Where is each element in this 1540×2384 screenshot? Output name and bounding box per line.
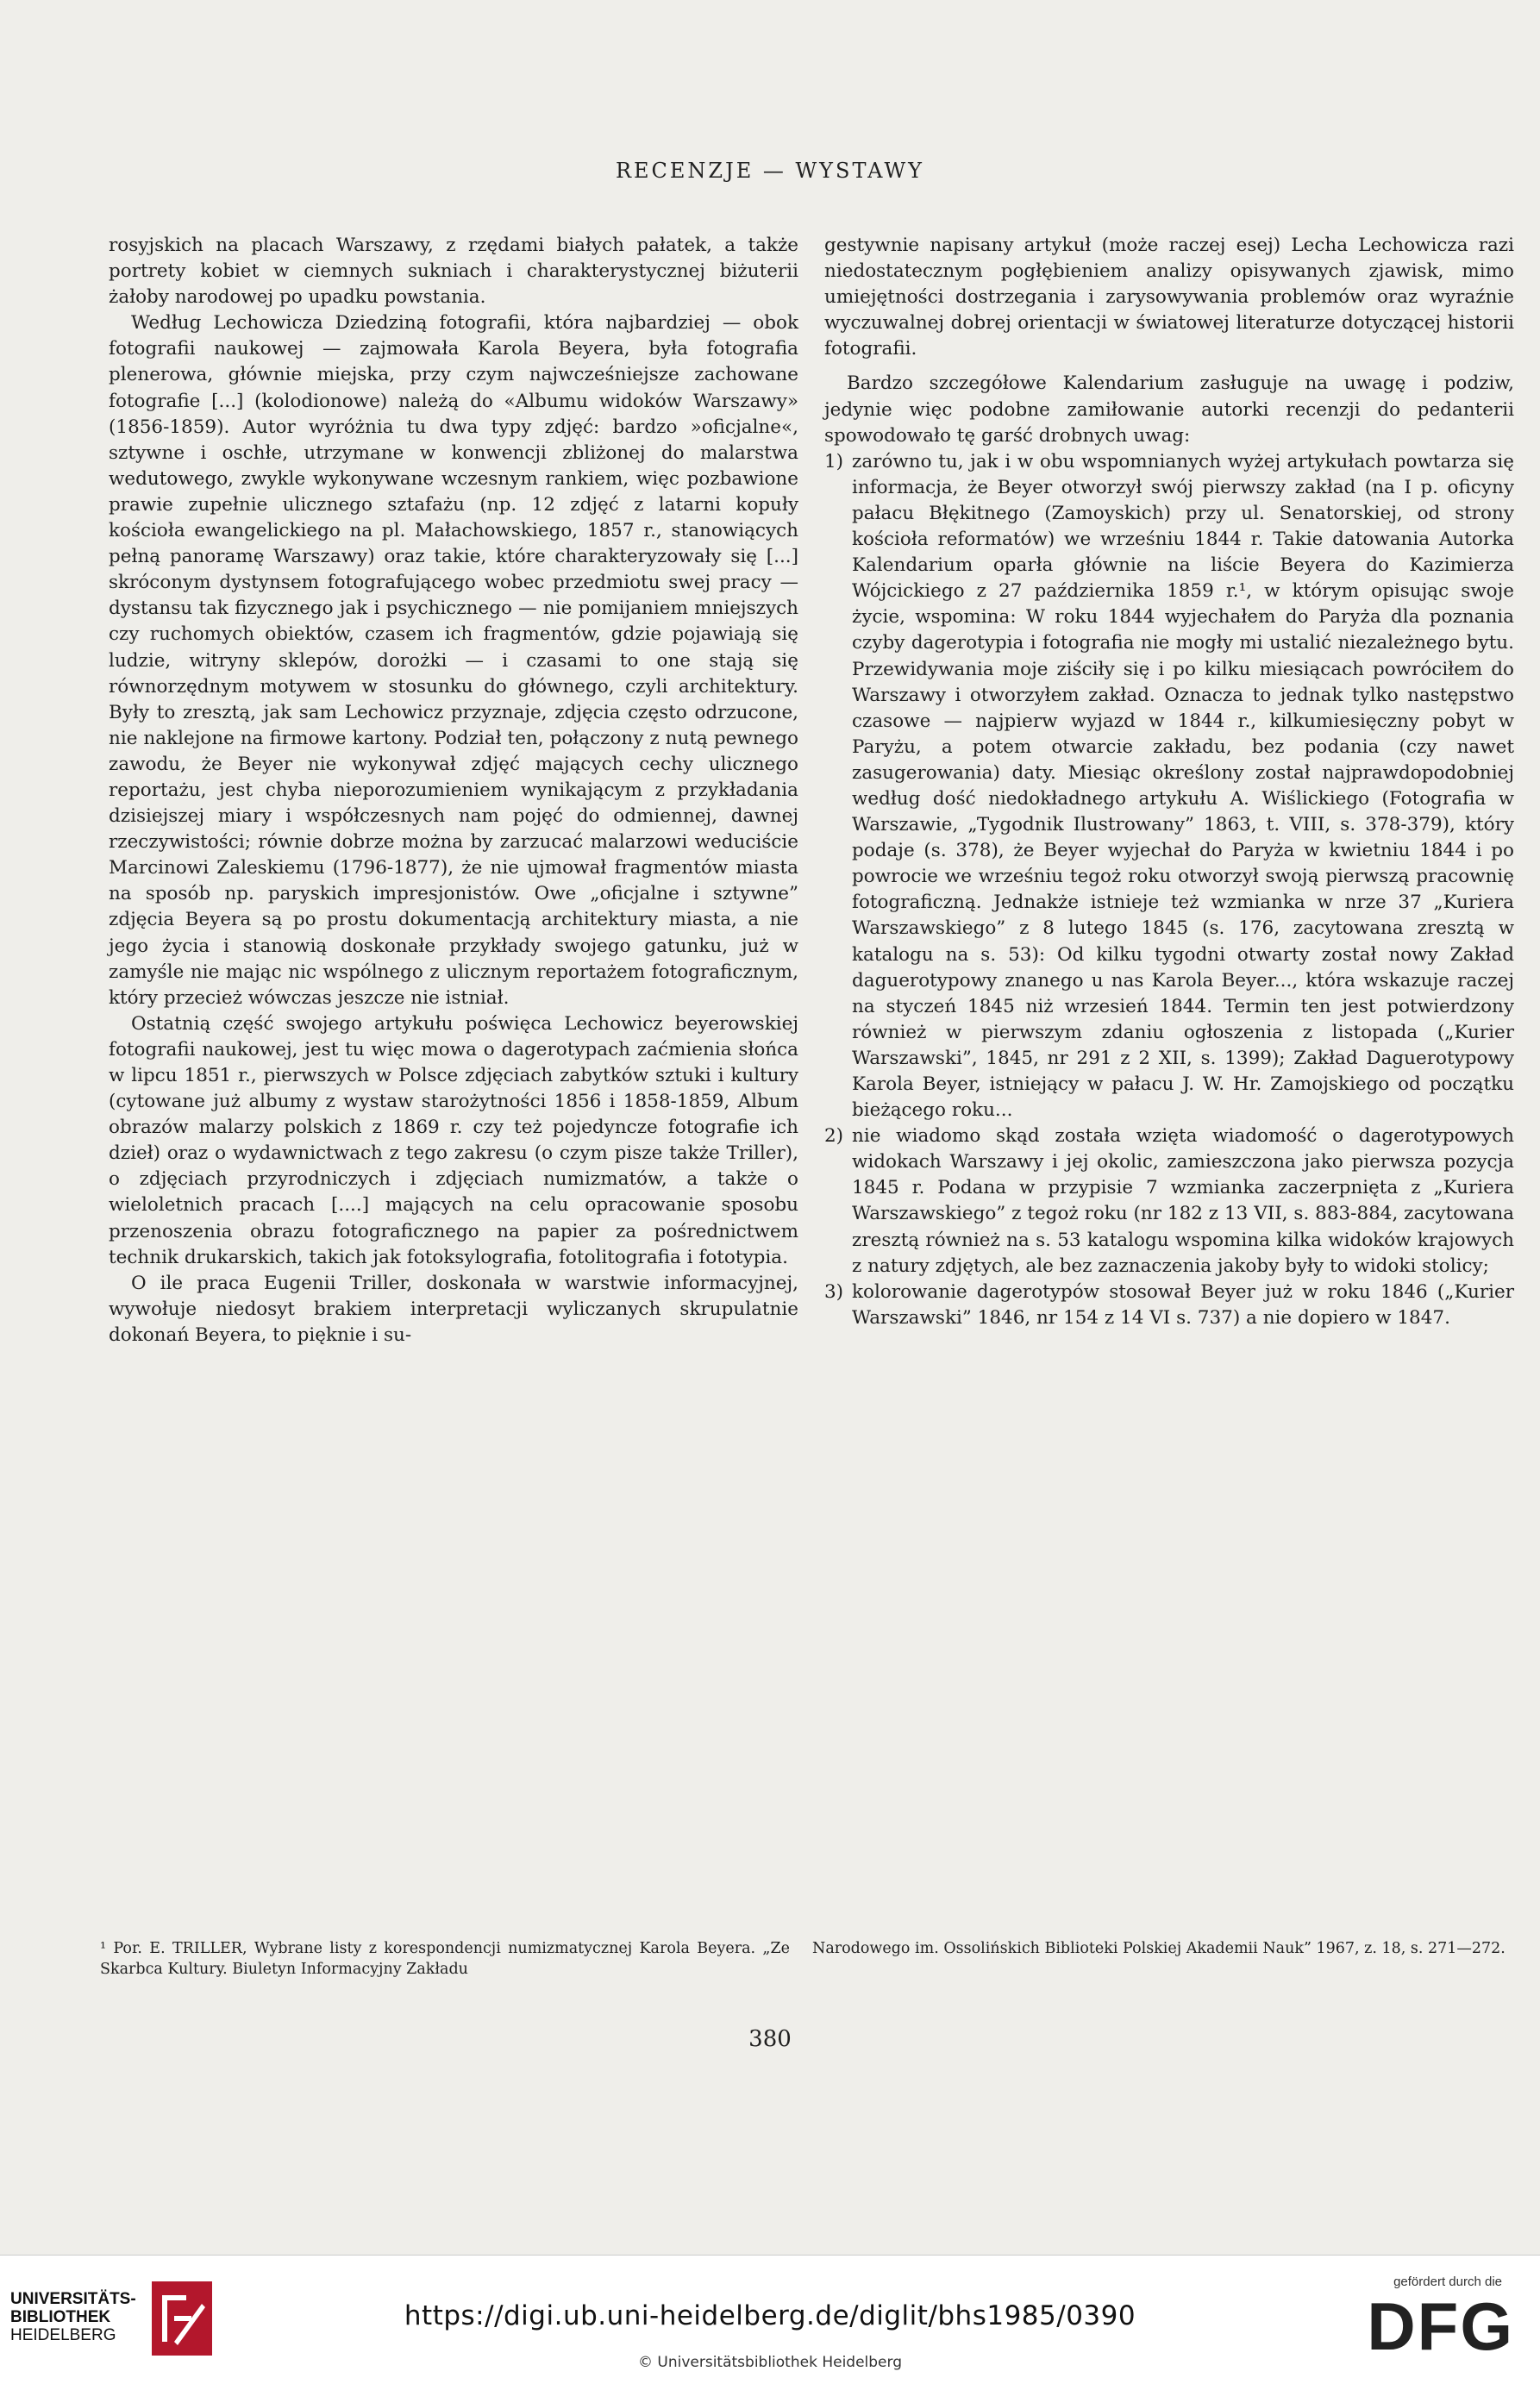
running-header: RECENZJE — WYSTAWY	[615, 159, 925, 183]
paragraph: Bardzo szczegółowe Kalendarium zasługuje na uwagę i podziw, jedynie więc podobne zamiłowanie autorki recenzji do pedanterii spowodowało tę garść drobnych uwag:	[824, 372, 1514, 447]
footnote-left: ¹ Por. E. TRILLER, Wybrane listy z korespondencji numizmatycznej Karola Beyera. „Ze Skarbca Kultury. Biuletyn Informacyjny Zakładu	[100, 1940, 790, 1978]
library-name-line1: UNIVERSITÄTS-	[10, 2290, 136, 2308]
paragraph: O ile praca Eugenii Triller, doskonała w warstwie informacyjnej, wywołuje niedosyt brakiem interpretacji wyliczanych skrupulatnie dokonań Beyera, to pięknie i su-	[109, 1272, 798, 1346]
footnote-right: Narodowego im. Ossolińskich Biblioteki Polskiej Akademii Nauk” 1967, z. 18, s. 271—272.	[812, 1940, 1506, 1957]
copyright-notice: © Universitätsbibliothek Heidelberg	[637, 2354, 902, 2371]
page-number: 380	[748, 2026, 792, 2052]
paragraph: Według Lechowicza Dziedziną fotografii, która najbardziej — obok fotografii naukowej — zajmowała Karola Beyera, była fotografia plenerowa, głównie miejska, przy czym najwcześniejsze zachowane fotografie [...] (kolodionowe) należą do «Albumu widoków Warszawy» (1856-1859). Autor wyróżnia tu dwa typy zdjęć: bardzo »oficjalne«, sztywne i oschłe, utrzymane w konwencji zbliżonej do malarstwa wedutowego, zwykle wykonywane wczesnym rankiem, więc pozbawione prawie zupełnie ulicznego sztafażu (np. 12 zdjęć z latarni kopuły kościoła ewangelickiego na pl. Małachowskiego, 1857 r., stanowiących pełną panoramę Warszawy) oraz takie, które charakteryzowały się [...] skróconym dystynsem fotografującego wobec przedmiotu swej pracy — dystansu tak fizycznego jak i psychicznego — nie pomijaniem mniejszych czy ruchomych obiektów, czasem ich fragmentów, gdzie pojawiają się ludzie, witryny sklepów, dorożki — i czasami to one stają się równorzędnym motywem w stosunku do głównego, czyli architektury. Były to zresztą, jak sam Lechowicz przyznaje, zdjęcia często odrzucone, nie naklejone na firmowe kartony. Podział ten, połączony z nutą pewnego zawodu, że Beyer nie wykonywał zdjęć mających cechy ulicznego reportażu, jest chyba nieporozumieniem wynikającym z przykładania dzisiejszej miary i współczesnych nam pojęć do odmiennej, dawnej rzeczywistości; równie dobrze można by zarzucać malarzowi weduciście Marcinowi Zaleskiemu (1796-1877), że nie ujmował fragmentów miasta na sposób np. paryskich impresjonistów. Owe „oficjalne i sztywne” zdjęcia Beyera są po prostu dokumentacją architektury miasta, a nie jego życia i stanowią doskonałe przykłady swojego gatunku, już w zamyśle nie mając nic wspólnego z ulicznym reportażem fotograficznym, który przecież wówczas jeszcze nie istniał.	[109, 312, 798, 1009]
viewer-footer	[0, 2255, 1540, 2384]
list-item	[824, 449, 1514, 1123]
list-item	[824, 1123, 1514, 1280]
left-column	[109, 233, 798, 1836]
list-item	[824, 1280, 1514, 1331]
list-item-text: kolorowanie dagerotypów stosował Beyer już w roku 1846 („Kurier Warszawski” 1846, nr 154 z 14 VI s. 737) a nie dopiero w 1847.	[852, 1280, 1514, 1329]
dfg-logo[interactable]: DFG	[1367, 2288, 1514, 2364]
right-column	[824, 233, 1514, 1836]
remarks-list	[824, 449, 1514, 1331]
paragraph: Ostatnią część swojego artykułu poświęca Lechowicz beyerowskiej fotografii naukowej, jest tu więc mowa o dagerotypach zaćmienia słońca w lipcu 1851 r., pierwszych w Polsce zdjęciach zabytków sztuki i kultury (cytowane już albumy z wystaw starożytności 1856 i 1858-1859, Album obrazów malarzy polskich z 1869 r. czy też pojedyncze fotografie ich dzieł) oraz o wydawnictwach z tego zakresu (o czym pisze także Triller), o zdjęciach przyrodniczych i zdjęciach numizmatów, a także o wieloletnich pracach [....] mających na celu opracowanie sposobu przenoszenia obrazu fotograficznego na papier za pośrednictwem technik drukarskich, takich jak fotoksylografia, fotolitografia i fototypia.	[109, 1012, 798, 1268]
list-item-number: 3)	[824, 1280, 844, 1303]
paragraph: rosyjskich na placach Warszawy, z rzędami białych pałatek, a także portrety kobiet w ciemnych sukniach i charakterystycznej biżuterii żałoby narodowej po upadku powstania.	[109, 235, 798, 309]
paragraph: gestywnie napisany artykuł (może raczej esej) Lecha Lechowicza razi niedostatecznym pogłębieniem analizy opisywanych zjawisk, mimo umiejętności dostrzegania i zarysowywania problemów oraz wyraźnie wyczuwalnej dobrej orientacji w światowej literaturze dotyczącej historii fotografii.	[824, 235, 1514, 360]
list-item-number: 2)	[824, 1125, 844, 1148]
sponsor-caption: gefördert durch die	[1393, 2274, 1502, 2289]
page-url-link[interactable]: https://digi.ub.uni-heidelberg.de/diglit/bhs1985/0390	[404, 2300, 1136, 2331]
list-item-number: 1)	[824, 450, 844, 472]
list-item-text: nie wiadomo skąd została wzięta wiadomość o dagerotypowych widokach Warszawy i jej okolic, zamieszczona jako pierwsza pozycja 1845 r. Podana w przypisie 7 wzmianka zaczerpnięta z „Kuriera Warszawskiego” z tegoż roku (nr 182 z 13 VII, s. 883-884, zacytowana zresztą również na s. 53 katalogu wspomina kilka widoków krajowych z natury zdjętych, ale bez zaznaczenia jakoby były to widoki stolicy;	[852, 1125, 1514, 1277]
library-name-line2: BIBLIOTHEK	[10, 2308, 111, 2326]
list-item-text: zarówno tu, jak i w obu wspomnianych wyżej artykułach powtarza się informacja, że Beyer otworzył swój pierwszy zakład (na I p. oficyny pałacu Błękitnego (Zamoyskich) przy ul. Senatorskiej, od strony kościoła reformatów) we wrześniu 1844 r. Takie datowania Autorka Kalendarium oparła głównie na liście Beyera do Kazimierza Wójcickiego z 27 października 1859 r.¹, w którym opisując swoje życie, wspomina: W roku 1844 wyjechałem do Paryża dla poznania czyby dagerotypia i fotografia nie mogły mi ustalić niezależnego bytu. Przewidywania moje ziściły się i po kilku miesiącach powróciłem do Warszawy i otworzyłem zakład. Oznacza to jednak tylko następstwo czasowe — najpierw wyjazd w 1844 r., kilkumiesięczny pobyt w Paryżu, a potem otwarcie zakładu, bez podania (czy nawet zasugerowania) daty. Miesiąc określony został najprawdopodobniej według dość niedokładnego artykułu A. Wiślickiego (Fotografia w Warszawie, „Tygodnik Ilustrowany” 1863, t. VIII, s. 378-379), który podaje (s. 378), że Beyer wyjechał do Paryża w kwietniu 1844 i po powrocie we wrześniu tegoż roku otworzył swoją pierwszą pracownię fotograficzną. Jednakże istnieje też wzmianka w nrze 37 „Kuriera Warszawskiego” z 8 lutego 1845 (s. 176, zacytowana zresztą w katalogu na s. 53): Od kilku tygodni otwarty został nowy Zakład daguerotypowy znanego u nas Karola Beyer..., która wskazuje raczej na styczeń 1845 niż wrzesień 1844. Termin ten jest potwierdzony również w pierwszym zdaniu ogłoszenia z listopada („Kurier Warszawski”, 1845, nr 291 z 2 XII, s. 1399); Zakład Daguerotypowy Karola Beyer, istniejący w pałacu J. W. Hr. Zamojskiego od początku bieżącego roku...	[852, 450, 1514, 1122]
library-name-line3: HEIDELBERG	[10, 2326, 116, 2344]
